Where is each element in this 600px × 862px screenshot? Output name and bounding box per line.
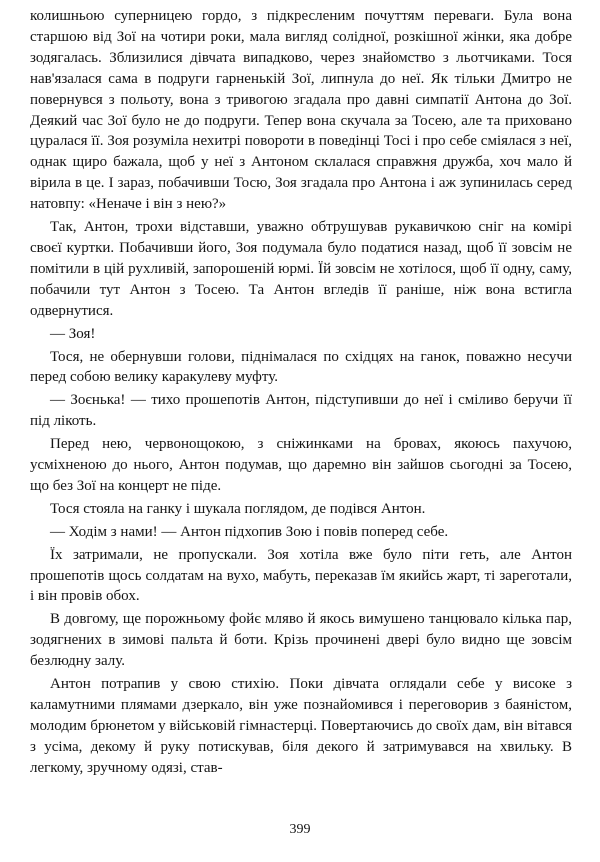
- paragraph: Їх затримали, не пропускали. Зоя хотіла вже було піти геть, але Антон прошепотів щось солдатам на вухо, мабуть, переказав їм якийсь жарт, ті зареготали, і він провів обох.: [30, 546, 572, 605]
- page-text: [30, 6, 572, 781]
- paragraph: Антон потрапив у свою стихію. Поки дівчата оглядали себе у високе з каламутними плямами дзеркало, він уже познайомився і переговорив з баяністом, молодим брюнетом у військовій гімнастерці. Повертаючись до своїх дам, він вітався з усіма, декому й руку потискував, біля декого й затримувався на хвильку. В легкому, зручному одязі, став-: [30, 676, 572, 776]
- paragraph-continuation: колишньою суперницею гордо, з підкресленим почуттям переваги. Була вона старшою від Зої на чотири роки, мала вигляд солідної, розкішної жінки, яка добре зодягалась. Зблизилися дівчата випадково, через знайомство з льотчиками. Тося нав'язалася сама в подруги гарненькій Зої, липнула до неї. Як тільки Дмитро не повернувся з польоту, вона з тривогою згадала про давні симпатії Антона до Зої. Деякий час Зої було не до подруги. Тепер вона скучала за Тосею, але та приховано цуралася її. Зоя розуміла нехитрі повороти в поведінці Тосі і про себе сміялася з неї, однак щиро бажала, щоб у неї з Антоном склалася справжня дружба, хоч мало й вірила в це. І зараз, побачивши Тосю, Зоя згадала про Антона і аж зупинилась серед натовпу: «Неначе і він з нею?»: [30, 8, 572, 213]
- paragraph-dialogue: — Зоєнька! — тихо прошепотів Антон, підступивши до неї і сміливо беручи її під лікоть.: [30, 392, 572, 430]
- paragraph-dialogue: — Зоя!: [50, 325, 96, 342]
- paragraph: В довгому, ще порожньому фойє мляво й якось вимушено танцювало кілька пар, зодягнених в зимові пальта й боти. Крізь прочинені двері було видно ще зовсім безлюдну залу.: [30, 611, 572, 670]
- paragraph: Тося стояла на ганку і шукала поглядом, де подівся Антон.: [50, 500, 426, 517]
- paragraph: Перед нею, червонощокою, з сніжинками на бровах, якоюсь пахучою, усміхненою до нього, Антон подумав, що даремно він зайшов сьогодні за Тосею, що без Зої на концерт не піде.: [30, 436, 572, 494]
- paragraph: Тося, не обернувши голови, піднімалася по східцях на ганок, поважно несучи перед собою велику каракулеву муфту.: [30, 348, 572, 386]
- page-number: 399: [289, 822, 311, 837]
- paragraph-dialogue: — Ходім з нами! — Антон підхопив Зою і повів поперед себе.: [50, 523, 449, 540]
- paragraph: Так, Антон, трохи відставши, уважно обтрушував рукавичкою сніг на комірі своєї куртки. Побачивши його, Зоя подумала було податися назад, щоб її зовсім не помітили в цій рухливій, запорошеній юрмі. Їй зовсім не хотілося, щоб її одну, саму, побачили тут Антон з Тосею. Та Антон вгледів її раніше, ніж вона встигла одвернутися.: [30, 219, 572, 319]
